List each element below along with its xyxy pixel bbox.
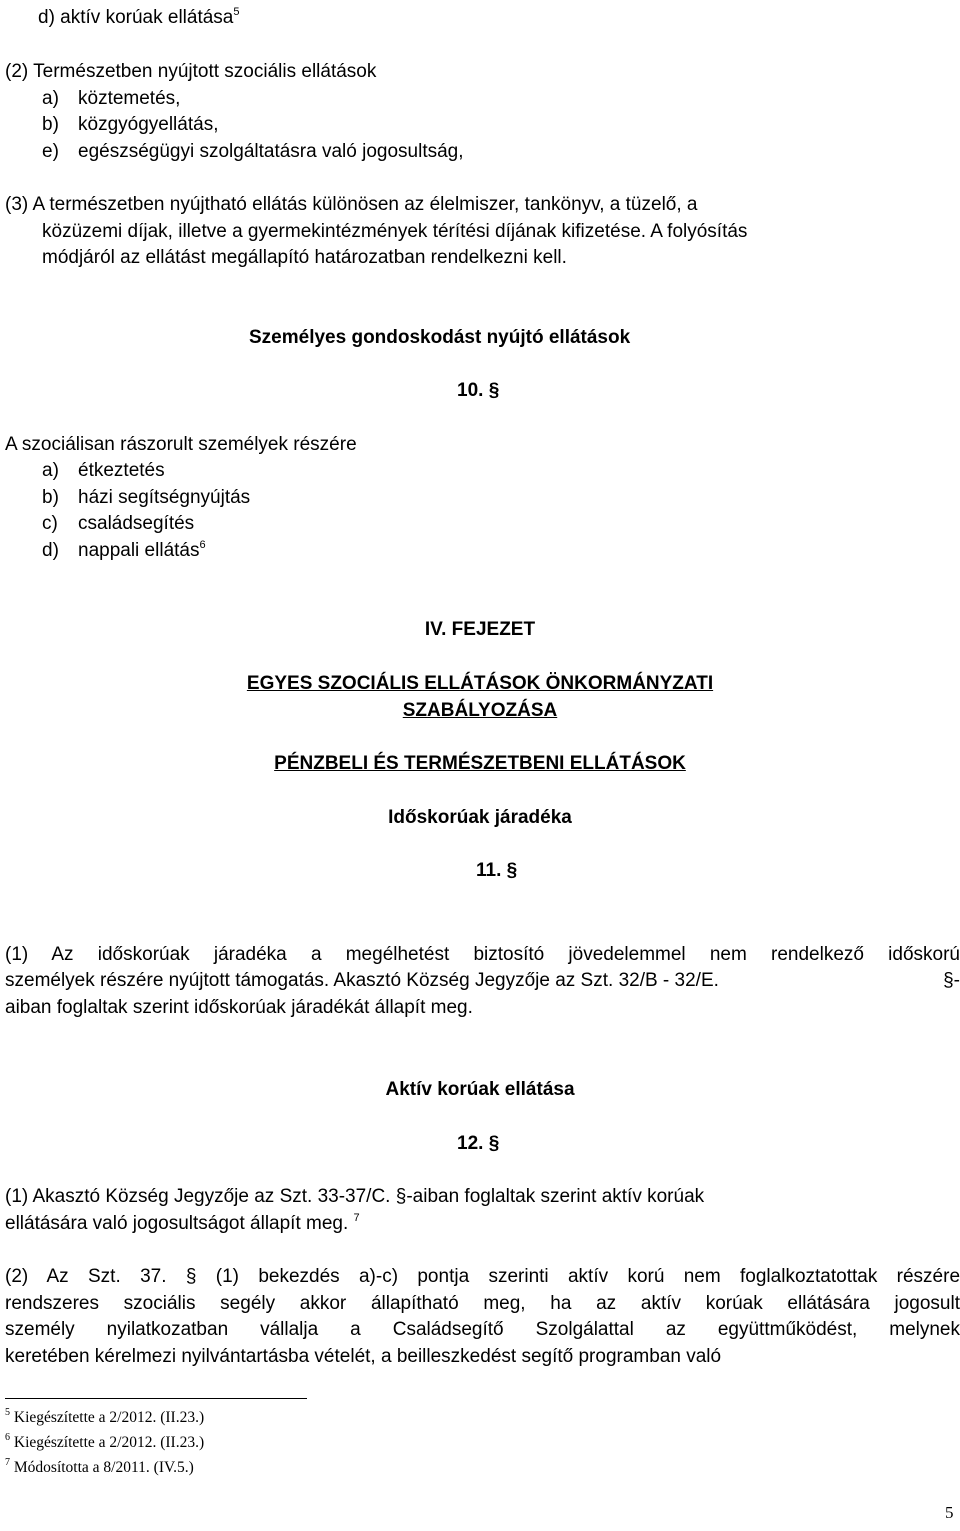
item-label: d)	[42, 540, 59, 561]
active-p1-line1a: (1) Akasztó Község Jegyzője az Szt. 33-37/C.	[5, 1186, 391, 1207]
footnote-ref: 6	[199, 539, 206, 551]
active-p2-line1	[5, 1267, 960, 1286]
footnote-text: Kiegészítette a 2/2012. (II.23.)	[13, 1434, 205, 1451]
elderly-line3: aiban foglaltak szerint időskorúak járadékát állapít meg.	[5, 997, 473, 1018]
footnote-ref: 7	[353, 1212, 360, 1224]
section-sign: §	[506, 860, 518, 881]
active-p2-line4: keretében kérelmezi nyilvántartásba vételét, a beilleszkedést segítő programban való	[5, 1346, 722, 1367]
page-number: 5	[945, 1503, 954, 1522]
personal-item-a	[42, 461, 165, 480]
section-heading-personal: Személyes gondoskodást nyújtó ellátások	[249, 327, 631, 348]
list-item-text: d) aktív korúak ellátása	[38, 7, 234, 28]
paragraph-number-12	[457, 1134, 499, 1153]
item-text: egészségügyi szolgáltatásra való jogosultság,	[78, 141, 464, 162]
footnote-7	[5, 1457, 194, 1476]
item-text: családsegítés	[78, 513, 195, 534]
section-sign: §	[488, 1133, 500, 1154]
section-sign: §	[185, 1266, 197, 1287]
active-p1-line2-text: ellátására való jogosultságot állapít meg.	[5, 1213, 349, 1234]
paragraph-number: 10.	[457, 380, 484, 401]
personal-item-c	[42, 514, 194, 533]
paragraph-number: 11.	[476, 860, 502, 881]
item-label: c)	[42, 513, 58, 534]
para2-item-a	[42, 89, 180, 108]
footnote-text: Módosította a 8/2011. (IV.5.)	[13, 1459, 194, 1476]
active-p2-line1a: (2) Az Szt. 37.	[5, 1266, 167, 1287]
para3-line3: módjáról az ellátást megállapító határozatban rendelkezni kell.	[42, 247, 567, 268]
item-text: étkeztetés	[78, 460, 165, 481]
active-p1-line1	[5, 1187, 704, 1206]
section-sign: §	[395, 1186, 407, 1207]
elderly-line2-text: személyek részére nyújtott támogatás. Akasztó Község Jegyzője az Szt. 32/B - 32/E.	[5, 970, 719, 991]
para2-item-b	[42, 115, 218, 134]
chapter-number: IV. FEJEZET	[424, 619, 536, 640]
item-label: b)	[42, 114, 59, 135]
item-text: közgyógyellátás,	[78, 114, 219, 135]
footnote-6	[5, 1432, 205, 1451]
item-text: köztemetés,	[78, 88, 181, 109]
section-sign: §	[488, 380, 500, 401]
paragraph-number: 12.	[457, 1133, 484, 1154]
elderly-line1: (1) Az időskorúak járadéka a megélhetést biztosító jövedelemmel nem rendelkező időskorú	[5, 944, 960, 965]
para3-line1: (3) A természetben nyújtható ellátás különösen az élelmiszer, tankönyv, a tüzelő, a	[5, 194, 698, 215]
footnote-text: Kiegészítette a 2/2012. (II.23.)	[13, 1409, 205, 1426]
active-p2-line1b: (1) bekezdés a)-c) pontja szerinti aktív korú nem foglalkoztatottak részére	[215, 1266, 960, 1287]
item-text: házi segítségnyújtás	[78, 487, 251, 508]
active-p1-line1b: -aiban foglaltak szerint aktív korúak	[406, 1186, 705, 1207]
footnote-number: 7	[5, 1457, 10, 1468]
item-text: nappali ellátás	[78, 540, 200, 561]
active-p2-line2: rendszeres szociális segély akkor állapítható meg, ha az aktív korúak ellátására jogosult	[5, 1293, 960, 1314]
footnote-number: 5	[5, 1407, 10, 1418]
item-label: b)	[42, 487, 59, 508]
item-label: a)	[42, 88, 59, 109]
section-sign: §	[943, 970, 954, 991]
para2-item-e	[42, 142, 464, 161]
footnote-5	[5, 1407, 205, 1426]
elderly-line2	[5, 971, 960, 990]
active-p1-line2	[5, 1214, 360, 1233]
paragraph-number-11	[476, 861, 517, 880]
footnote-number: 6	[5, 1432, 10, 1443]
item-label: a)	[42, 460, 59, 481]
chapter-subtitle: PÉNZBELI ÉS TERMÉSZETBENI ELLÁTÁSOK	[274, 753, 686, 774]
footnote-ref: 5	[233, 6, 240, 18]
elderly-line2-end	[943, 971, 960, 990]
footnote-separator	[5, 1398, 307, 1399]
paragraph-number-10	[457, 381, 499, 400]
section-heading-elderly: Időskorúak járadéka	[388, 807, 572, 828]
list-item-d-active	[38, 8, 240, 27]
personal-item-b	[42, 488, 250, 507]
section-heading-active: Aktív korúak ellátása	[385, 1079, 575, 1100]
para2-title: (2) Természetben nyújtott szociális ellátások	[5, 61, 377, 82]
personal-intro: A szociálisan rászorult személyek részére	[5, 434, 357, 455]
dash: -	[953, 970, 960, 991]
item-label: e)	[42, 141, 59, 162]
active-p2-line3: személy nyilatkozatban vállalja a Családsegítő Szolgálattal az együttműködést, melynek	[5, 1319, 960, 1340]
chapter-title-line2: SZABÁLYOZÁSA	[402, 700, 558, 721]
para3-line2: közüzemi díjak, illetve a gyermekintézmények térítési díjának kifizetése. A folyósítás	[42, 221, 748, 242]
personal-item-d	[42, 541, 206, 560]
chapter-title-line1: EGYES SZOCIÁLIS ELLÁTÁSOK ÖNKORMÁNYZATI	[246, 673, 714, 694]
